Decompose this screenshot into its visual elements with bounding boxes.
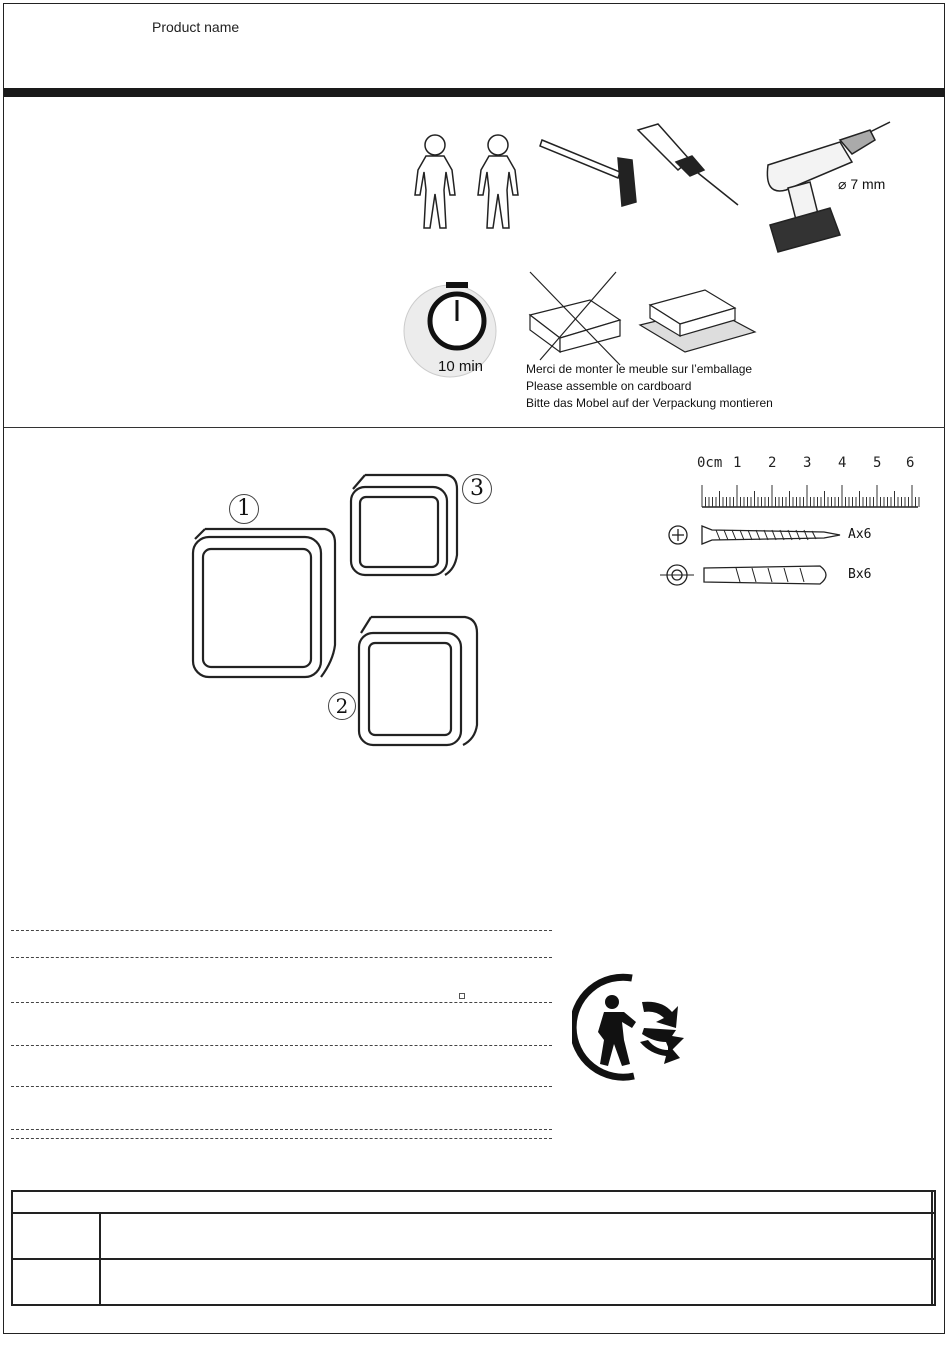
table-cell (932, 1259, 935, 1305)
shelf-cube-2 (359, 617, 477, 745)
ruler-tick-1: 1 (733, 455, 742, 471)
table-cell (100, 1213, 932, 1259)
table-cell (100, 1259, 932, 1305)
shelf-cube-3 (351, 475, 457, 575)
form-line (11, 957, 552, 958)
person-icon (478, 135, 518, 228)
ruler (700, 478, 922, 510)
plug-qty: Bx6 (848, 567, 872, 582)
ruler-tick-4: 4 (838, 455, 847, 471)
section-divider (4, 427, 945, 428)
ruler-tick-5: 5 (873, 455, 882, 471)
cardboard-note (526, 361, 773, 412)
person-icon (415, 135, 455, 228)
table-cell (12, 1259, 100, 1305)
form-line (11, 930, 552, 931)
table-cell (12, 1213, 100, 1259)
drill-bit-size: ⌀ 7 mm (838, 176, 886, 192)
part-label-1: 1 (229, 494, 259, 524)
screwdriver-icon (638, 124, 738, 205)
product-name: Product name (152, 19, 240, 35)
header-divider (4, 88, 945, 97)
form-line (11, 1138, 552, 1139)
form-line (11, 1086, 552, 1087)
wall-plug-icon (656, 560, 836, 590)
table-header-cell (12, 1191, 932, 1213)
ruler-tick-2: 2 (768, 455, 777, 471)
table-header-cell (932, 1191, 935, 1213)
form-line (11, 1002, 552, 1003)
recycle-triman-icon (572, 972, 688, 1082)
part-label-2: 2 (328, 692, 356, 720)
table-cell (932, 1213, 935, 1259)
form-line (11, 1045, 552, 1046)
wrong-assembly-icon (530, 272, 620, 365)
ruler-tick-3: 3 (803, 455, 812, 471)
part-label-3: 3 (462, 474, 492, 504)
ruler-unit: 0cm (697, 455, 723, 471)
info-table (11, 1190, 936, 1306)
checkbox-mark (459, 993, 465, 999)
ruler-tick-6: 6 (906, 455, 915, 471)
correct-assembly-icon (640, 290, 755, 352)
form-line (11, 1129, 552, 1130)
screw-icon (664, 520, 844, 550)
note-en: Please assemble on cardboard (526, 379, 692, 393)
note-de: Bitte das Mobel auf der Verpackung montieren (526, 396, 773, 410)
note-fr: Merci de monter le meuble sur l’emballage (526, 362, 753, 376)
hammer-icon (540, 140, 636, 206)
screw-qty: Ax6 (848, 527, 872, 542)
assembly-time: 10 min (438, 358, 484, 375)
shelf-cube-1 (193, 529, 335, 677)
